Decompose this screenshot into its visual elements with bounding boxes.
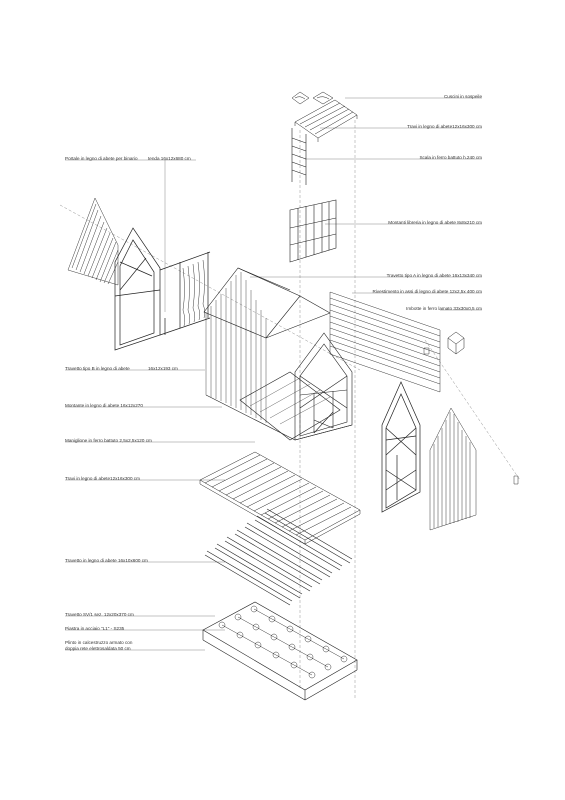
base-joists [205, 509, 352, 605]
label-cuscini: Cuscini in sospeile [443, 94, 482, 99]
label-portale: Portale in legno di abete per binario [65, 156, 138, 161]
right-gable-panel [430, 408, 518, 530]
label-maniglione: Maniglione in ferro battuto 2,5x2,5x120 cm [65, 438, 152, 443]
foundation-slab [203, 602, 357, 700]
label-portale-tenda: tenda 16x12x680 cm [148, 156, 191, 161]
label-travetto-a: Travetto tipo A in legno di abete 16x13x340 cm [386, 273, 482, 278]
ladder-illustration [292, 128, 306, 185]
curtain-illustration [183, 260, 205, 326]
label-travetto-base: Travetto in legno di abete 16x10x600 cm [65, 558, 148, 563]
label-travetto-b-dim: 16x12x193 cm [148, 366, 178, 371]
label-scala: Scala in ferro battuto h.240 cm [419, 155, 482, 160]
loft-beams-illustration [295, 100, 357, 142]
label-imbotte: Imbotte in ferro lamato 33x30x0,5 cm [406, 306, 482, 311]
cushions-illustration [292, 92, 333, 104]
label-travetto-b: Travetto tipo B in legno di abete [65, 366, 130, 371]
label-piastra: Piastra in acciaio "L1" - S235 [65, 626, 125, 631]
window-frame-box [448, 332, 464, 354]
label-montanti-libreria: Montanti libreria in legno di abete 8x8x210 cm [388, 220, 482, 225]
label-montante: Montante in legno di abete 16x12x270 [65, 403, 143, 408]
label-plinto: Plinto in calcestruzzo armato con doppia rete elettrosaldata 50 cm [65, 640, 133, 651]
label-travetto-sv: Travetto SV/1 sez. 12x20x370 cm [65, 612, 134, 617]
left-portal-frame [115, 228, 210, 350]
label-rivestimento: Rivestimento in assi di legno di abete 12x2,5x 400 cm [372, 289, 482, 294]
bookshelf-uprights-illustration [290, 200, 336, 262]
right-timber-frame [382, 382, 420, 512]
label-travi-pavimento: Travi in legno di abete12x16x300 cm [65, 476, 140, 481]
leader-lines [65, 98, 482, 650]
floor-beams-deck [200, 452, 360, 544]
left-gable-panel [68, 198, 118, 285]
label-travi-soppalco: Travi in legno di abete12x16x300 cm [407, 124, 482, 129]
